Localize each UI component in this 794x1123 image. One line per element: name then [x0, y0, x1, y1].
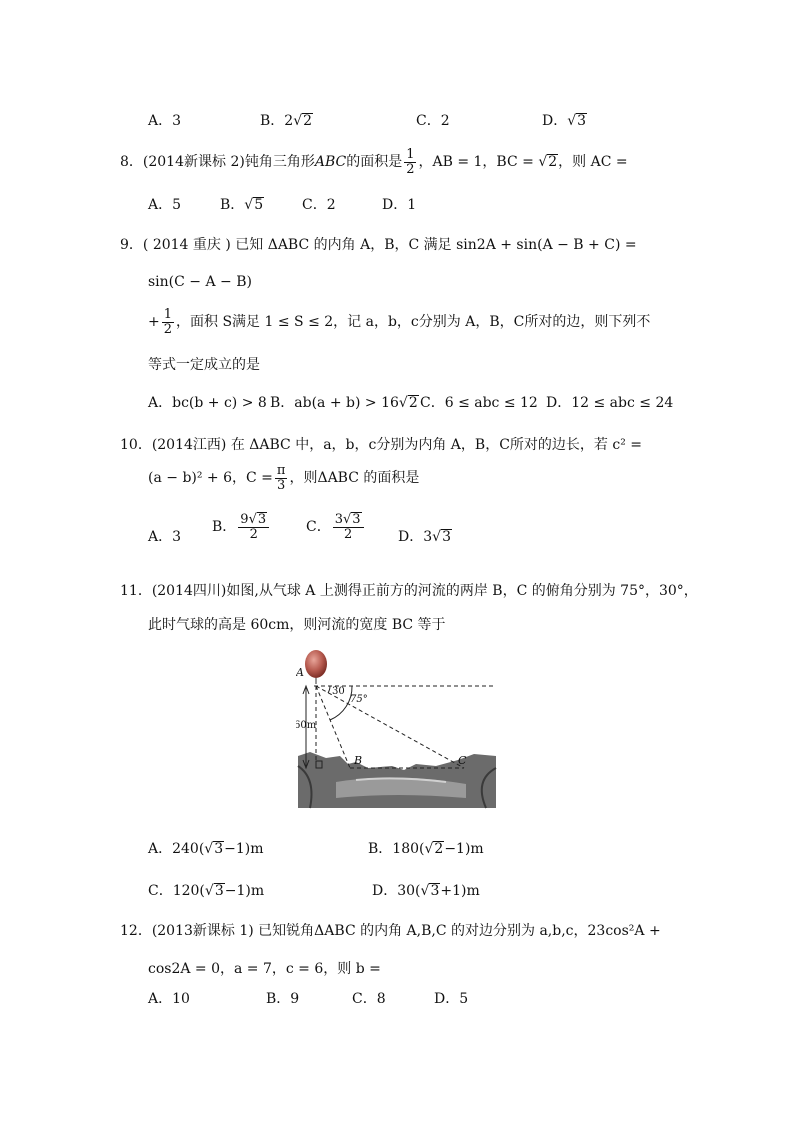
q8-fraction	[404, 148, 416, 176]
q10-line-2	[148, 464, 419, 492]
q10-option-d-radicand: 3	[442, 529, 451, 545]
sight-line-c	[316, 686, 464, 768]
q9-option-b-radicand: 2	[408, 395, 418, 411]
q8-radicand: 2	[548, 154, 558, 171]
q11-line-2: 此时气球的高是 60cm，则河流的宽度 BC 等于	[148, 617, 446, 633]
q9-frac-num: 1	[163, 307, 173, 322]
label-a: A	[296, 666, 304, 679]
q8-frac-num: 1	[406, 147, 415, 162]
q11-option-b-text: B．180(	[368, 841, 425, 857]
q9-line-1: 9．( 2014 重庆 ) 已知 ΔABC 的内角 A，B，C 满足 sin2A + sin(A − B + C) =	[120, 237, 637, 253]
label-angle-30: 30	[332, 686, 345, 697]
q8-stem-part-d: ，AB = 1，BC =	[418, 154, 539, 171]
q9-line-4: 等式一定成立的是	[148, 357, 260, 373]
q7-option-a: A．3	[148, 113, 182, 129]
q8-option-b-radicand: 5	[254, 197, 264, 213]
balloon-icon	[305, 650, 327, 678]
q11-option-b-suffix: −1)m	[444, 841, 484, 857]
q8-triangle-name: ABC	[314, 154, 347, 171]
q10-option-b	[212, 512, 271, 542]
q9-option-b: B．ab(a + b) > 16√2	[270, 395, 418, 411]
q8-stem-part-a: 8．(2014新课标 2)钝角三角形	[120, 154, 315, 171]
q9-option-a: A．bc(b + c) > 8	[148, 395, 267, 411]
q10-option-c-fraction	[333, 512, 364, 542]
q10-option-c-text: C．	[306, 518, 331, 535]
q7-option-d: D．√3	[542, 113, 587, 129]
q12-option-c: C．8	[352, 991, 386, 1007]
q10-option-d: D．3√3	[398, 529, 451, 545]
q10-frac-num: π	[276, 463, 286, 478]
q10-option-b-num: 9√3	[238, 512, 269, 528]
q8-option-a: A．5	[148, 197, 182, 213]
q9-fraction	[162, 308, 174, 336]
q12-line-2: cos2A = 0，a = 7，c = 6，则 b =	[148, 961, 381, 977]
q10-option-c-den: 2	[344, 527, 353, 543]
q10-option-b-num-coef: 9	[240, 512, 249, 527]
q10-option-b-num-radicand: 3	[257, 512, 267, 527]
q10-option-c-num: 3√3	[333, 512, 364, 528]
q8-option-b: B．√5	[220, 197, 264, 213]
q12-option-a: A．10	[148, 991, 190, 1007]
q11-option-d-radicand: 3	[430, 883, 440, 899]
q11-line-1: 11．(2014四川)如图,从气球 A 上测得正前方的河流的两岸 B，C 的俯角分别为 75°，30°，	[120, 583, 698, 599]
q11-option-c: C．120(√3−1)m	[148, 883, 265, 899]
q12-option-d: D．5	[434, 991, 469, 1007]
figure-svg	[296, 648, 500, 810]
q10-line-1: 10．(2014江西) 在 ΔABC 中，a，b，c分别为内角 A，B，C所对的边长，若 c² =	[120, 437, 642, 453]
q11-option-b: B．180(√2−1)m	[368, 841, 484, 857]
q9-option-d: D．12 ≤ abc ≤ 24	[546, 395, 674, 411]
q7-option-c: C．2	[416, 113, 450, 129]
label-c: C	[458, 754, 467, 767]
q11-option-a-suffix: −1)m	[224, 841, 264, 857]
q12-option-b: B．9	[266, 991, 300, 1007]
q11-option-a: A．240(√3−1)m	[148, 841, 264, 857]
q7-option-d-radicand: 3	[577, 113, 587, 129]
q8-stem-part-c: 的面积是	[346, 154, 403, 171]
q9-option-c: C．6 ≤ abc ≤ 12	[420, 395, 538, 411]
q11-option-d-text: D．30(	[372, 883, 421, 899]
q10-option-c-num-radicand: 3	[352, 512, 361, 527]
q7-option-b: B．2√2	[260, 113, 313, 129]
q8-stem: 8．(2014新课标 2)钝角三角形ABC的面积是 $\frac{1}{2}$ ，AB = 1，BC = √2，则 AC =	[120, 147, 628, 177]
q11-option-c-suffix: −1)m	[224, 883, 265, 899]
label-b: B	[354, 754, 363, 767]
q10-option-d-text: D．3	[398, 529, 433, 545]
q8-option-c: C．2	[302, 197, 336, 213]
sight-line-b	[316, 686, 350, 768]
angle-30-arc	[328, 686, 330, 693]
q9-plus: +	[148, 314, 160, 331]
q10-option-a: A．3	[148, 529, 182, 545]
q9-line-2: sin(C − A − B)	[148, 274, 252, 290]
q10-option-c	[306, 512, 366, 542]
q11-option-d-suffix: +1)m	[440, 883, 480, 899]
q11-option-a-text: A．240(	[148, 841, 205, 857]
q8-frac-den: 2	[406, 161, 415, 177]
q7-option-b-radicand: 2	[303, 113, 313, 129]
q8-option-b-text: B．	[220, 197, 245, 213]
balloon-river-figure	[296, 648, 500, 814]
q11-option-c-text: C．120(	[148, 883, 205, 899]
q11-option-b-radicand: 2	[434, 841, 444, 857]
q9-line-3-text: ，面积 S满足 1 ≤ S ≤ 2，记 a，b，c分别为 A，B，C所对的边，则下列不	[176, 314, 651, 331]
q8-stem-part-e: ，则 AC =	[558, 154, 628, 171]
q12-line-1: 12．(2013新课标 1) 已知锐角ΔABC 的内角 A,B,C 的对边分别为 a,b,c，23cos²A +	[120, 923, 661, 939]
q11-option-c-radicand: 3	[214, 883, 224, 899]
label-angle-75: 75°	[350, 694, 368, 705]
q10-fraction	[275, 464, 288, 492]
q10-line-2-text-b: ，则ΔABC 的面积是	[289, 470, 420, 487]
q7-option-d-text: D．	[542, 113, 568, 129]
q10-option-b-fraction	[238, 512, 269, 542]
q9-option-b-text: B．ab(a + b) > 16	[270, 395, 399, 411]
q7-option-b-text: B．2	[260, 113, 294, 129]
q9-frac-den: 2	[163, 321, 173, 337]
q10-line-2-text-a: (a − b)² + 6，C =	[148, 470, 273, 487]
q9-line-3	[148, 308, 650, 336]
q10-option-c-num-coef: 3	[334, 512, 343, 527]
q11-option-a-radicand: 3	[214, 841, 224, 857]
label-height: 60m	[296, 720, 317, 731]
q10-frac-den: 3	[277, 477, 286, 493]
q11-option-d: D．30(√3+1)m	[372, 883, 480, 899]
q10-option-b-text: B．	[212, 518, 237, 535]
q8-option-d: D．1	[382, 197, 417, 213]
q10-option-b-den: 2	[249, 527, 258, 543]
